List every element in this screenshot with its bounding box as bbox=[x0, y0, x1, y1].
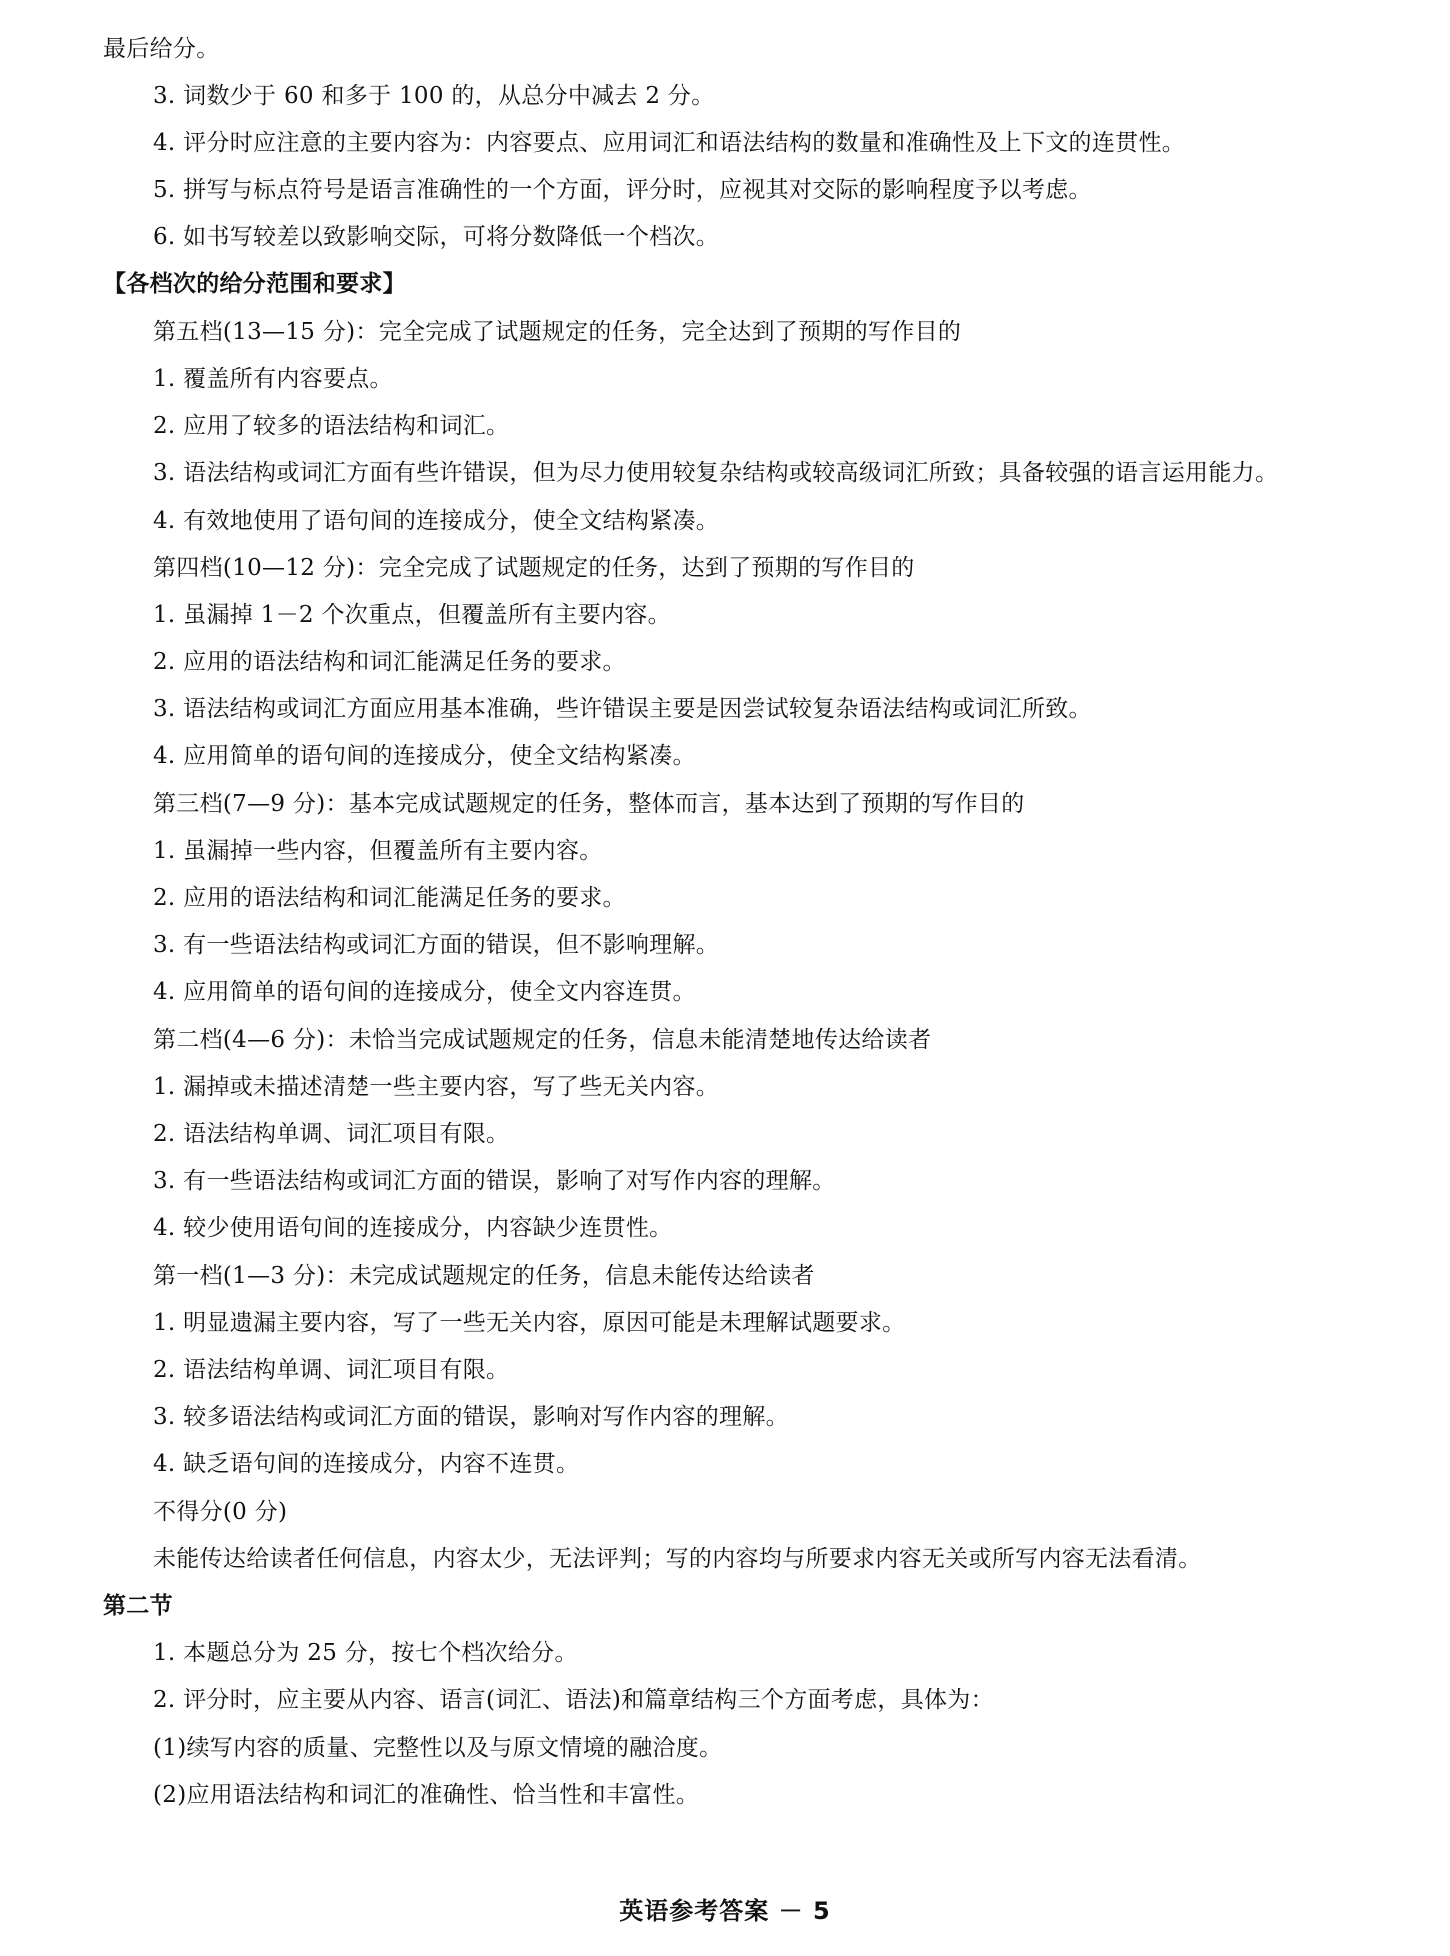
text-line: 最后给分。 bbox=[103, 36, 220, 62]
grade-heading: 第二档(4—6 分)：未恰当完成试题规定的任务，信息未能清楚地传达给读者 bbox=[153, 1027, 932, 1053]
page-footer: 英语参考答案 － 5 bbox=[619, 1897, 831, 1925]
grade-heading: 第五档(13—15 分)：完全完成了试题规定的任务，完全达到了预期的写作目的 bbox=[153, 319, 962, 345]
text-line: 3. 语法结构或词汇方面有些许错误，但为尽力使用较复杂结构或较高级词汇所致；具备较强的语言运用能力。 bbox=[153, 460, 1279, 486]
text-line: 5. 拼写与标点符号是语言准确性的一个方面，评分时，应视其对交际的影响程度予以考虑。 bbox=[153, 177, 1092, 203]
text-line: 2. 应用的语法结构和词汇能满足任务的要求。 bbox=[153, 649, 626, 675]
grade-heading: 第四档(10—12 分)：完全完成了试题规定的任务，达到了预期的写作目的 bbox=[153, 555, 915, 581]
text-line: 2. 应用的语法结构和词汇能满足任务的要求。 bbox=[153, 885, 626, 911]
text-line: 未能传达给读者任何信息，内容太少，无法评判；写的内容均与所要求内容无关或所写内容无法看清。 bbox=[153, 1546, 1202, 1572]
text-line: 1. 本题总分为 25 分，按七个档次给分。 bbox=[153, 1640, 578, 1666]
text-line: 3. 有一些语法结构或词汇方面的错误，影响了对写作内容的理解。 bbox=[153, 1168, 836, 1194]
text-line: 1. 漏掉或未描述清楚一些主要内容，写了些无关内容。 bbox=[153, 1074, 720, 1100]
text-line: (2)应用语法结构和词汇的准确性、恰当性和丰富性。 bbox=[153, 1782, 700, 1808]
section-heading: 【各档次的给分范围和要求】 bbox=[103, 271, 406, 297]
text-line: 3. 语法结构或词汇方面应用基本准确，些许错误主要是因尝试较复杂语法结构或词汇所致。 bbox=[153, 696, 1092, 722]
grade-heading: 第三档(7—9 分)：基本完成试题规定的任务，整体而言，基本达到了预期的写作目的 bbox=[153, 791, 1025, 817]
text-line: 1. 覆盖所有内容要点。 bbox=[153, 366, 393, 392]
text-line: 2. 语法结构单调、词汇项目有限。 bbox=[153, 1357, 510, 1383]
text-line: 4. 应用简单的语句间的连接成分，使全文结构紧凑。 bbox=[153, 743, 696, 769]
section-heading: 第二节 bbox=[103, 1593, 173, 1619]
text-line: 6. 如书写较差以致影响交际，可将分数降低一个档次。 bbox=[153, 224, 720, 250]
text-line: 3. 词数少于 60 和多于 100 的，从总分中减去 2 分。 bbox=[153, 83, 715, 109]
text-line: 2. 应用了较多的语法结构和词汇。 bbox=[153, 413, 510, 439]
text-line: (1)续写内容的质量、完整性以及与原文情境的融洽度。 bbox=[153, 1735, 723, 1761]
grade-heading: 第一档(1—3 分)：未完成试题规定的任务，信息未能传达给读者 bbox=[153, 1263, 815, 1289]
text-line: 1. 虽漏掉 1－2 个次重点，但覆盖所有主要内容。 bbox=[153, 602, 671, 628]
grade-heading: 不得分(0 分) bbox=[153, 1499, 288, 1525]
text-line: 1. 虽漏掉一些内容，但覆盖所有主要内容。 bbox=[153, 838, 603, 864]
text-line: 4. 缺乏语句间的连接成分，内容不连贯。 bbox=[153, 1451, 580, 1477]
text-line: 3. 有一些语法结构或词汇方面的错误，但不影响理解。 bbox=[153, 932, 720, 958]
text-line: 4. 评分时应注意的主要内容为：内容要点、应用词汇和语法结构的数量和准确性及上下文的连贯性。 bbox=[153, 130, 1186, 156]
text-line: 4. 有效地使用了语句间的连接成分，使全文结构紧凑。 bbox=[153, 508, 720, 534]
text-line: 4. 应用简单的语句间的连接成分，使全文内容连贯。 bbox=[153, 979, 696, 1005]
text-line: 1. 明显遗漏主要内容，写了一些无关内容，原因可能是未理解试题要求。 bbox=[153, 1310, 906, 1336]
text-line: 2. 评分时，应主要从内容、语言(词汇、语法)和篇章结构三个方面考虑，具体为： bbox=[153, 1687, 994, 1713]
text-line: 3. 较多语法结构或词汇方面的错误，影响对写作内容的理解。 bbox=[153, 1404, 789, 1430]
text-line: 4. 较少使用语句间的连接成分，内容缺少连贯性。 bbox=[153, 1215, 673, 1241]
text-line: 2. 语法结构单调、词汇项目有限。 bbox=[153, 1121, 510, 1147]
